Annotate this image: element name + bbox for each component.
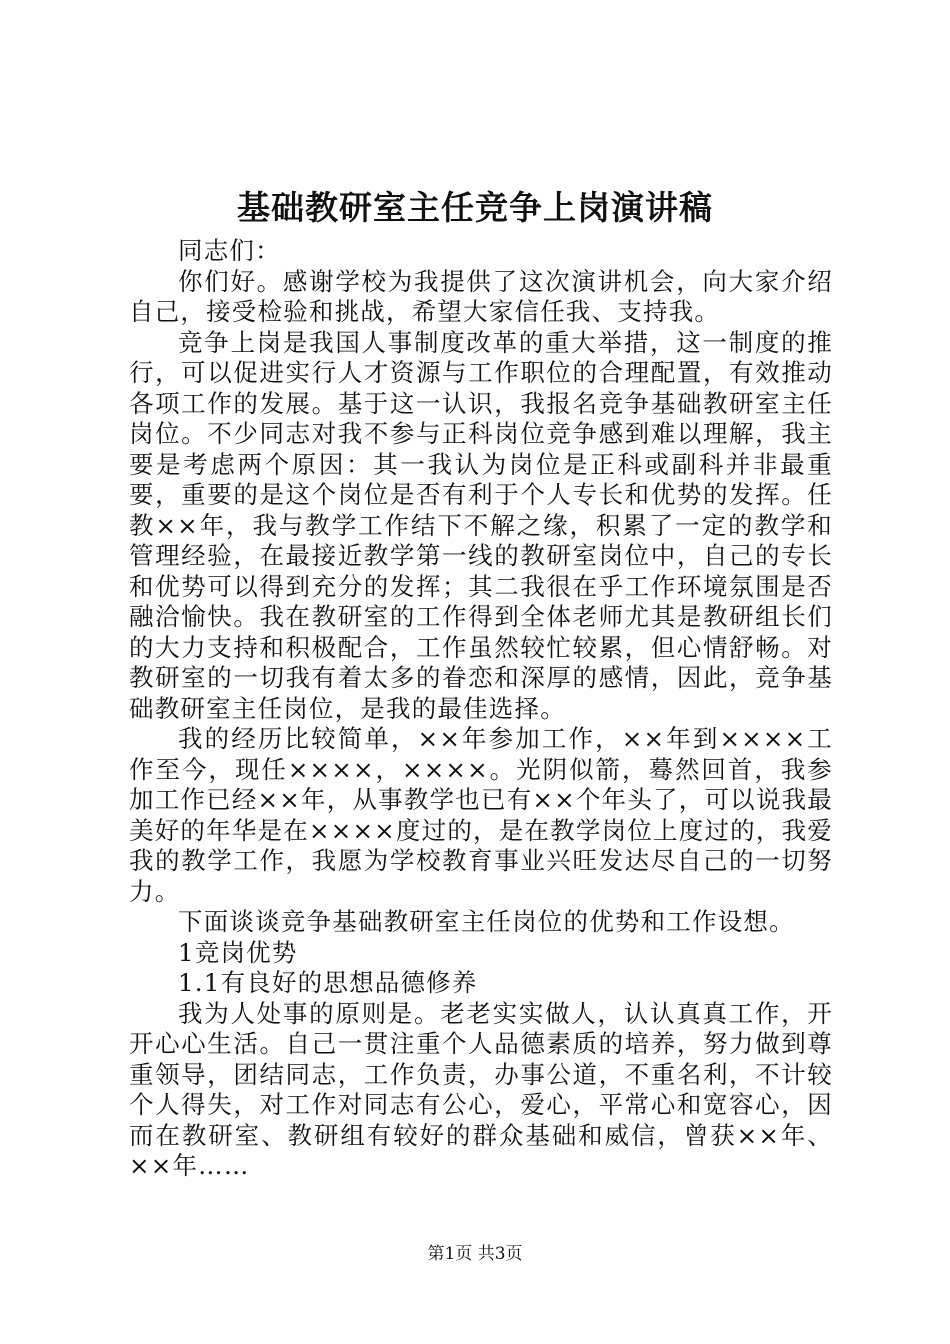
document-body <box>129 236 833 1182</box>
body-paragraph: 竞争上岗是我国人事制度改革的重大举措，这一制度的推行，可以促进实行人才资源与工作职位的合理配置，有效推动各项工作的发展。基于这一认识，我报名竞争基础教研室主任岗位。不少同志对我不参与正科岗位竞争感到难以理解，我主要是考虑两个原因：其一我认为岗位是正科或副科并非最重要，重要的是这个岗位是否有利于个人专长和优势的发挥。任教××年，我与教学工作结下不解之缘，积累了一定的教学和管理经验，在最接近教学第一线的教研室岗位中，自己的专长和优势可以得到充分的发挥；其二我很在乎工作环境氛围是否融洽愉快。我在教研室的工作得到全体老师尤其是教研组长们的大力支持和积极配合，工作虽然较忙较累，但心情舒畅。对教研室的一切我有着太多的眷恋和深厚的感情，因此，竞争基础教研室主任岗位，是我的最佳选择。 <box>129 327 833 723</box>
section-heading: 1竞岗优势 <box>178 937 298 967</box>
page-number: 第1页 共3页 <box>427 1244 523 1264</box>
body-paragraph: 我的经历比较简单，××年参加工作，××年到××××工作至今，现任××××，××××。光阴似箭，蓦然回首，我参加工作已经××年，从事教学也已有××个年头了，可以说我最美好的年华是在××××度过的，是在教学岗位上度过的，我爱我的教学工作，我愿为学校教育事业兴旺发达尽自己的一切努力。 <box>129 724 833 906</box>
body-paragraph: 下面谈谈竞争基础教研室主任岗位的优势和工作设想。 <box>178 907 795 936</box>
body-paragraph: 你们好。感谢学校为我提供了这次演讲机会，向大家介绍自己，接受检验和挑战，希望大家信任我、支持我。 <box>129 266 833 326</box>
salutation: 同志们： <box>178 236 281 265</box>
body-paragraph: 我为人处事的原则是。老老实实做人，认认真真工作，开开心心生活。自己一贯注重个人品德素质的培养，努力做到尊重领导，团结同志，工作负责，办事公道，不重名利，不计较个人得失，对工作对同志有公心，爱心，平常心和宽容心，因而在教研室、教研组有较好的群众基础和威信，曾获××年、××年…… <box>129 998 833 1180</box>
subsection-heading: 1.1有良好的思想品德修养 <box>178 968 478 997</box>
document-title: 基础教研室主任竞争上岗演讲稿 <box>237 188 713 227</box>
